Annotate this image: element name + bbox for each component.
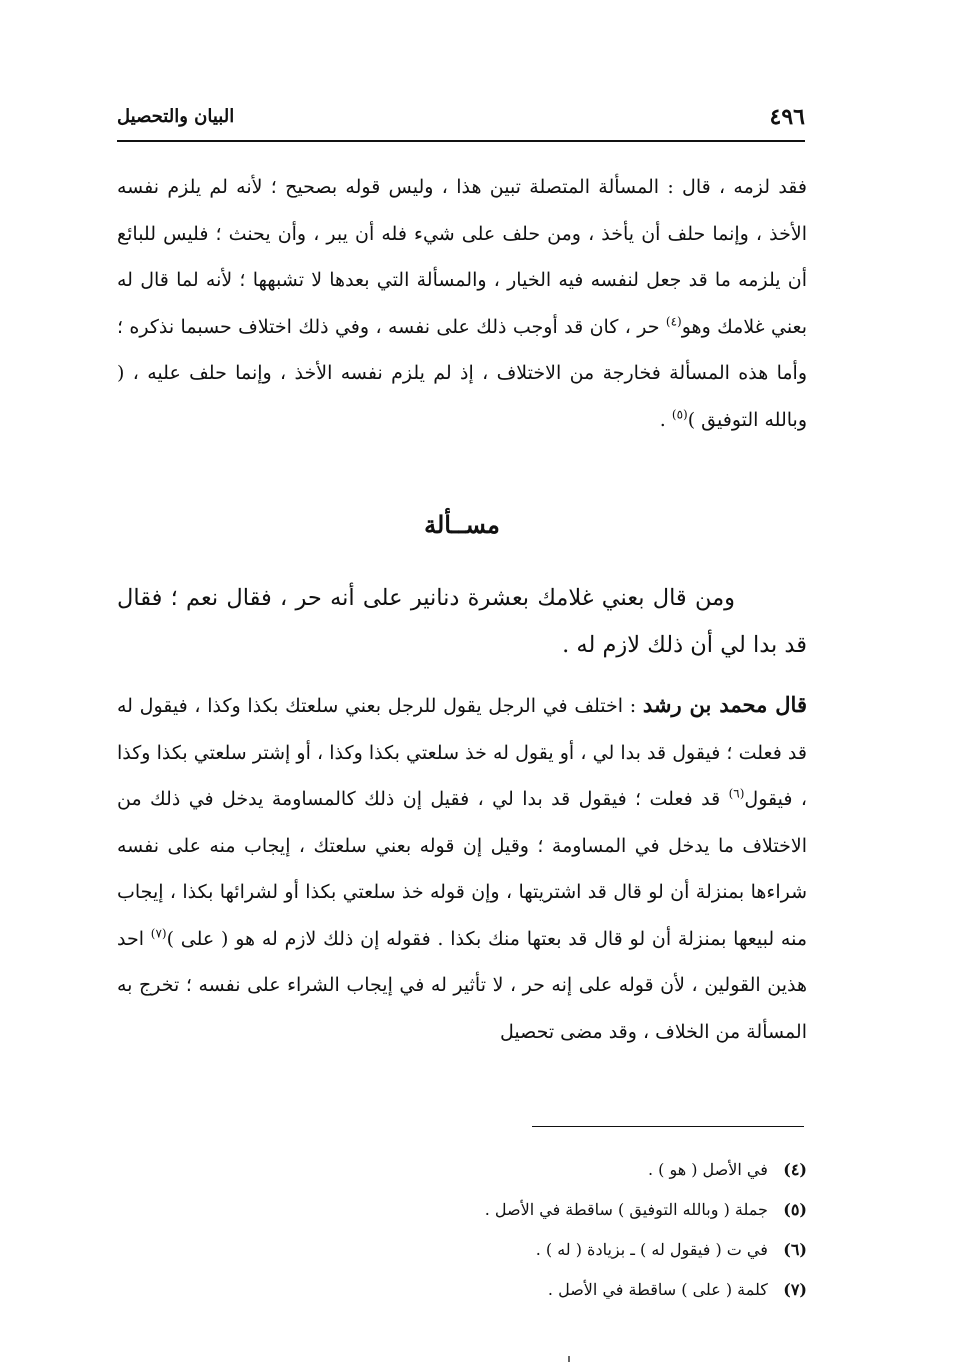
scan-mark: [568, 1356, 570, 1362]
footnote-ref-6: (٦): [728, 786, 745, 801]
paragraph-continuation: [117, 164, 807, 443]
footnote-item: [287, 1230, 807, 1270]
footnote-ref-5: (٥): [671, 407, 688, 422]
footnote-number: (٤): [783, 1160, 807, 1179]
paragraph-text: احد هذين القولين ، لأن قوله على إنه حر ، لا تأثير له في إيجاب الشراء على نفسه ؛ تخرج به المسألة من الخلاف ، وقد مضى تحصيل: [117, 927, 807, 1043]
footnote-item: [287, 1190, 807, 1230]
page-header: [117, 100, 805, 142]
footnote-number: (٥): [783, 1200, 807, 1219]
section-heading: مســألة: [424, 510, 500, 539]
footnote-item: [287, 1270, 807, 1310]
paragraph-text: حر ، كان قد أوجب ذلك على نفسه ، وفي ذلك اختلاف حسبما نذكره ؛ وأما هذه المسألة فخارجة من الاختلاف ، إذ لم يلزم نفسه الأخذ ، وإنما حلف عليه ، ( وبالله التوفيق ): [117, 315, 807, 431]
paragraph-text: .: [659, 408, 672, 431]
footnotes-list: [287, 1150, 807, 1310]
paragraph-text: قد فعلت ؛ فيقول قد بدا لي ، فقيل إن ذلك كالمساومة يدخل في ذلك من الاختلاف ما يدخل في المساومة ؛ وقيل إن قوله بعني سلعتك ، إيجاب منه على نفسه شراءها بمنزلة أن لو قال قد اشتريتها ، وإن قوله خذ سلعتي بكذا أو لشرائها بكذا ، إيجاب منه لبيعها بمنزلة أن لو قال قد بعتها منك بكذا . فقوله إن ذلك لازم له هو ( على ): [117, 788, 807, 950]
footnote-text: كلمة ( على ) ساقطة في الأصل .: [547, 1280, 768, 1299]
footnote-text: في ت ( فيقول له ) ـ بزيادة ( له ) .: [535, 1240, 768, 1259]
page-number: ٤٩٦: [769, 104, 805, 130]
footnote-divider: [532, 1126, 804, 1127]
commentary-paragraph: [117, 682, 807, 1055]
paragraph-text: فقد لزمه ، قال : المسألة المتصلة تبين هذا ، وليس قوله بصحيح ؛ لأنه لم يلزم نفسه الأخذ ، وإنما حلف أن يأخذ ، ومن حلف على شيء فله أن يبر ، وأن يحنث ؛ فليس للبائع أن يلزمه ما قد جعل لنفسه فيه الخيار ، والمسألة التي بعدها لا تشبهها ؛ لأنه لما قال له بعني غلامك وهو: [117, 176, 808, 338]
footnote-ref-4: (٤): [665, 314, 682, 329]
footnote-text: جملة ( وبالله التوفيق ) ساقطة في الأصل .: [484, 1200, 768, 1219]
running-title: البيان والتحصيل: [117, 106, 235, 127]
paragraph-text: : اختلف في الرجل يقول للرجل بعني سلعتك بكذا وكذا ، فيقول له قد فعلت ؛ فيقول قد بدا لي ، أو يقول له خذ سلعتي بكذا وكذا ، أو إشتر سلعتي بكذا وكذا ، فيقول: [117, 695, 807, 810]
speaker-name: قال محمد بن رشد: [642, 692, 807, 717]
footnote-item: [287, 1150, 807, 1190]
footnote-ref-7: (٧): [150, 926, 167, 941]
footnote-number: (٦): [783, 1240, 807, 1259]
footnote-text: في الأصل ( هو ) .: [647, 1160, 768, 1179]
footnote-number: (٧): [783, 1280, 807, 1299]
question-text: ومن قال بعني غلامك بعشرة دنانير على أنه حر ، فقال نعم ؛ فقال قد بدا لي أن ذلك لازم له .: [117, 585, 807, 658]
